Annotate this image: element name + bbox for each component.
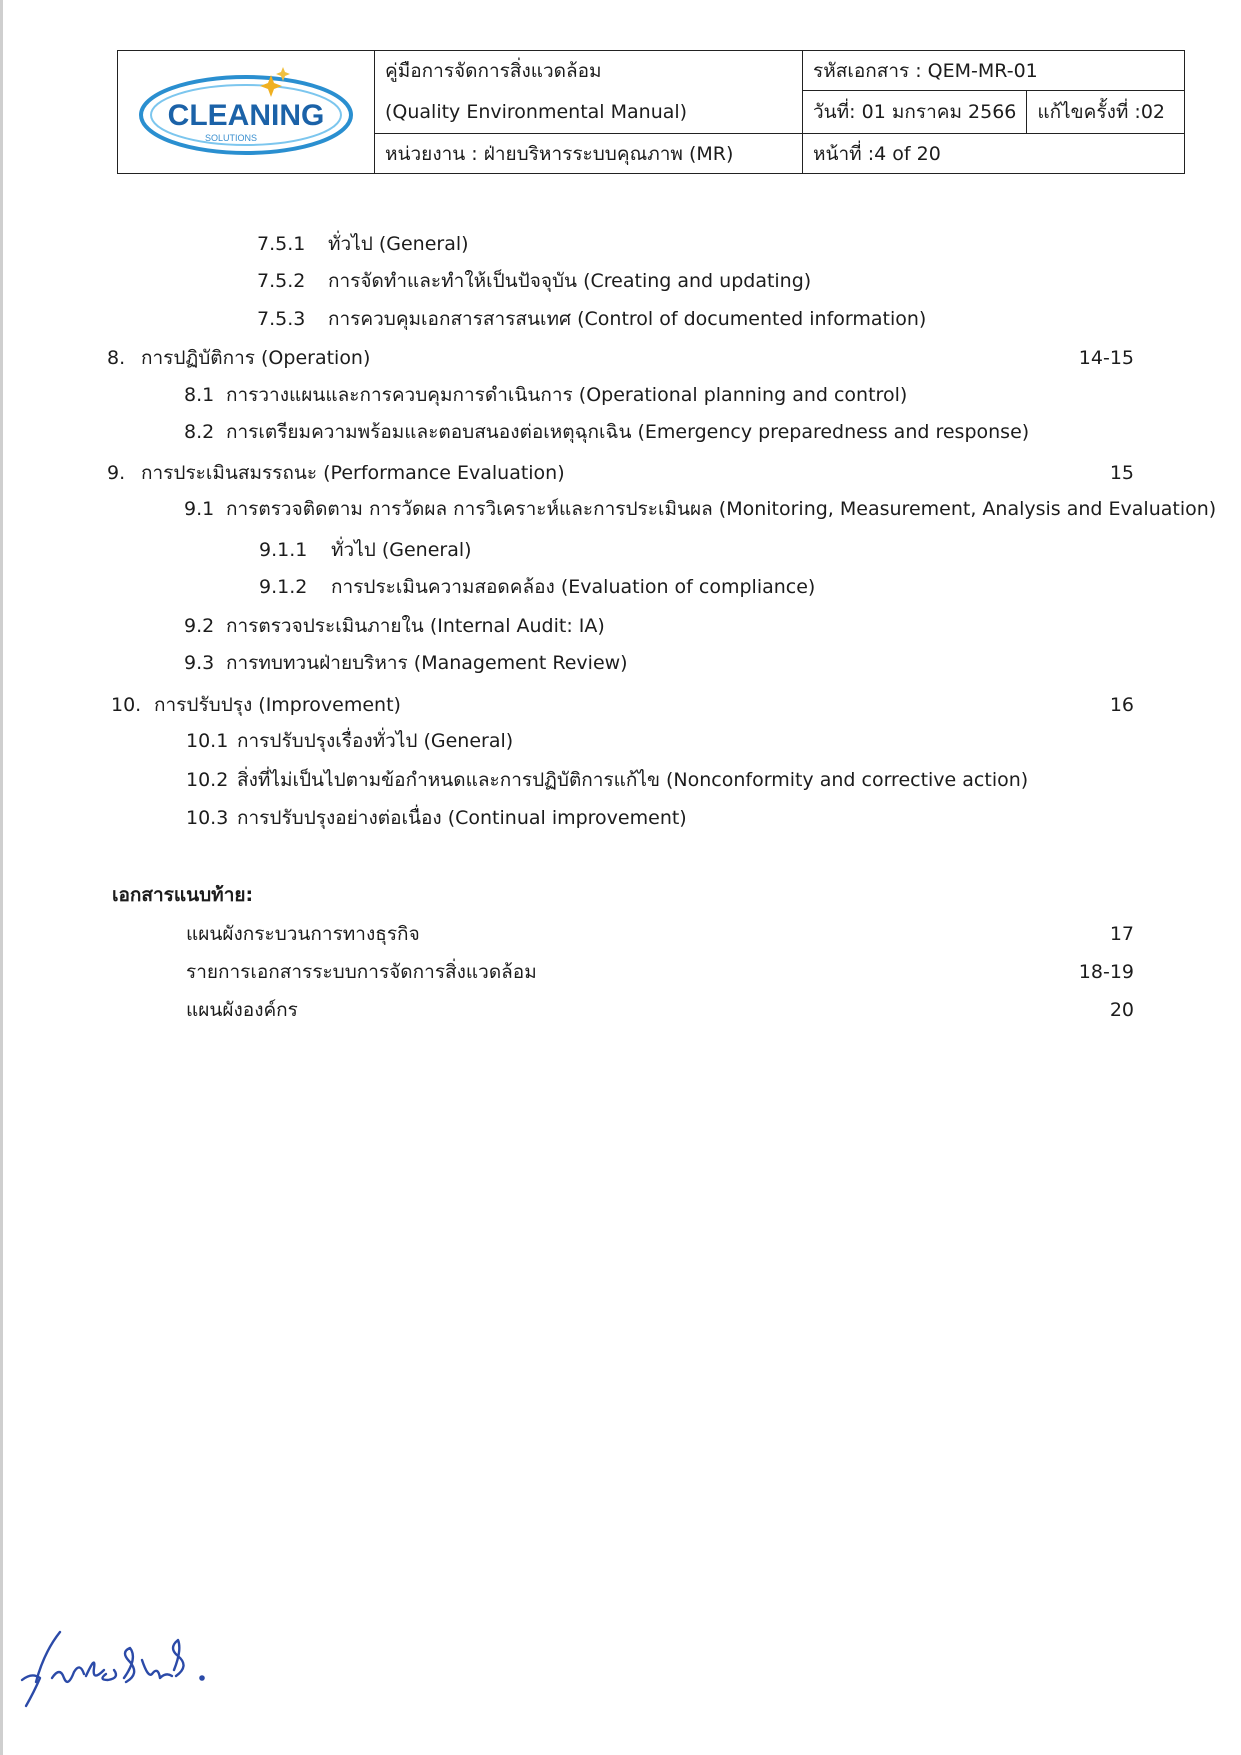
toc-entry-number: 10. (111, 694, 142, 716)
toc-entry (0, 456, 1241, 490)
toc-entry-number: 10.3 (186, 807, 229, 829)
document-header (117, 50, 1185, 174)
toc-entry-page: 15 (1109, 462, 1134, 484)
toc-entry-title: การปฏิบัติการ (Operation) (141, 347, 371, 369)
toc-entry-number: 7.5.2 (257, 270, 306, 292)
toc-entry-number: 9.3 (184, 652, 215, 674)
logo-subtext: SOLUTIONS (204, 132, 258, 143)
toc-entry-title: ทั่วไป (General) (331, 539, 472, 561)
company-logo (131, 55, 361, 165)
toc-entry-title: การปรับปรุงอย่างต่อเนื่อง (Continual improvement) (237, 807, 687, 829)
toc-entry (0, 646, 1241, 680)
toc-entry-title: การตรวจติดตาม การวัดผล การวิเคราะห์และการประเมินผล (Monitoring, Measurement, Analysis and Evaluation) (226, 498, 1217, 520)
attachment-page: 20 (1109, 999, 1134, 1021)
attachments-title: เอกสารแนบท้าย: (112, 884, 254, 906)
toc-entry (0, 801, 1241, 835)
toc-entry-number: 9. (107, 462, 126, 484)
toc-entry-title: การทบทวนฝ่ายบริหาร (Management Review) (226, 652, 628, 674)
toc-entry (0, 341, 1241, 375)
toc-entry-title: การจัดทำและทำให้เป็นปัจจุบัน (Creating and updating) (328, 270, 812, 292)
logo-wordmark: CLEANING (167, 98, 325, 132)
toc-entry (0, 302, 1241, 336)
toc-entry (0, 378, 1241, 412)
toc-entry-number: 8.2 (184, 421, 215, 443)
revision-number: แก้ไขครั้งที่ :02 (1027, 91, 1185, 134)
toc-entry (0, 415, 1241, 449)
toc-entry (0, 227, 1241, 261)
toc-entry-title: การประเมินสมรรถนะ (Performance Evaluation) (141, 462, 565, 484)
toc-entry-title: ทั่วไป (General) (328, 233, 469, 255)
toc-entry-number: 9.1.2 (259, 576, 308, 598)
logo-cell (118, 51, 375, 174)
effective-date: วันที่: 01 มกราคม 2566 (803, 91, 1027, 134)
toc-entry-page: 14-15 (1078, 347, 1134, 369)
attachment-title: รายการเอกสารระบบการจัดการสิ่งแวดล้อม (186, 961, 537, 983)
attachment-item (0, 955, 1241, 989)
toc-entry (0, 688, 1241, 722)
handwritten-signature (14, 1620, 244, 1715)
toc-entry (0, 533, 1241, 567)
toc-entry-title: การเตรียมความพร้อมและตอบสนองต่อเหตุฉุกเฉิน (Emergency preparedness and response) (226, 421, 1030, 443)
toc-entry-number: 9.1.1 (259, 539, 308, 561)
manual-title-th: คู่มือการจัดการสิ่งแวดล้อม (375, 51, 803, 91)
toc-entry (0, 763, 1241, 797)
toc-entry-number: 8. (107, 347, 126, 369)
toc-entry (0, 264, 1241, 298)
toc-entry (0, 724, 1241, 758)
toc-entry-title: การปรับปรุง (Improvement) (154, 694, 401, 716)
toc-entry-title: สิ่งที่ไม่เป็นไปตามข้อกำหนดและการปฏิบัติการแก้ไข (Nonconformity and corrective action) (237, 769, 1029, 791)
page-number: หน้าที่ :4 of 20 (803, 134, 1185, 174)
manual-title-en: (Quality Environmental Manual) (375, 91, 803, 134)
toc-entry-number: 10.1 (186, 730, 229, 752)
toc-entry-title: การวางแผนและการควบคุมการดำเนินการ (Operational planning and control) (226, 384, 908, 406)
toc-entry (0, 570, 1241, 604)
doc-code: รหัสเอกสาร : QEM-MR-01 (803, 51, 1185, 91)
toc-entry-number: 10.2 (186, 769, 229, 791)
toc-entry-title: การปรับปรุงเรื่องทั่วไป (General) (237, 730, 514, 752)
toc-entry-number: 9.1 (184, 498, 215, 520)
toc-entry (0, 609, 1241, 643)
toc-entry-title: การตรวจประเมินภายใน (Internal Audit: IA) (226, 615, 605, 637)
toc-entry-number: 9.2 (184, 615, 215, 637)
attachment-page: 18-19 (1078, 961, 1134, 983)
toc-entry-number: 8.1 (184, 384, 215, 406)
attachment-item (0, 993, 1241, 1027)
toc-entry-number: 7.5.3 (257, 308, 306, 330)
toc-entry-title: การประเมินความสอดคล้อง (Evaluation of compliance) (331, 576, 816, 598)
attachment-title: แผนผังองค์กร (186, 999, 298, 1021)
toc-entry-title: การควบคุมเอกสารสารสนเทศ (Control of documented information) (328, 308, 927, 330)
attachment-title: แผนผังกระบวนการทางธุรกิจ (186, 923, 420, 945)
attachment-item (0, 917, 1241, 951)
attachment-page: 17 (1109, 923, 1134, 945)
department: หน่วยงาน : ฝ่ายบริหารระบบคุณภาพ (MR) (375, 134, 803, 174)
toc-entry (0, 492, 1241, 526)
toc-entry-page: 16 (1109, 694, 1134, 716)
toc-entry-number: 7.5.1 (257, 233, 306, 255)
